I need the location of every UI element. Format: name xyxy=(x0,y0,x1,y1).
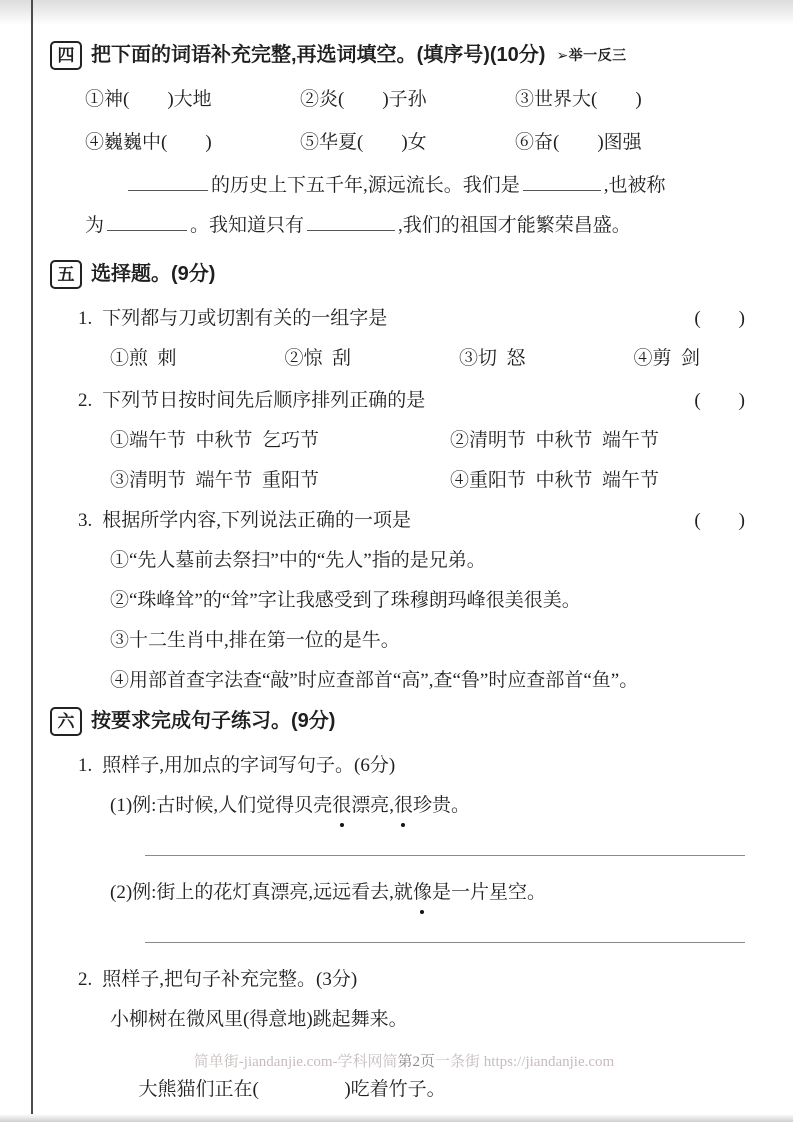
page-footer xyxy=(0,1033,793,1088)
example-2-line xyxy=(110,878,745,908)
task-sentence-post: )吃着竹子。 xyxy=(344,1079,446,1100)
question-1-row xyxy=(78,304,745,334)
fill-blank-4 xyxy=(307,230,395,231)
q3-option-2: ②“珠峰耸”的“耸”字让我感受到了珠穆朗玛峰很美很美。 xyxy=(110,590,581,611)
question-2-row xyxy=(78,386,745,416)
question-2-text: 下列节日按时间先后顺序排列正确的是 xyxy=(102,390,426,411)
word-items-row-2 xyxy=(85,128,745,158)
section-6-title: 按要求完成句子练习。(9分) xyxy=(91,710,336,732)
example-1-line xyxy=(110,791,745,821)
question-1-options xyxy=(110,344,745,374)
scan-top-edge xyxy=(0,0,793,24)
page-number: 第2页 xyxy=(397,1054,436,1070)
question-3-row xyxy=(78,506,745,536)
worksheet-content xyxy=(50,40,745,1122)
section-5-title: 选择题。(9分) xyxy=(91,263,216,285)
q2-option-3: ③清明节 端午节 重阳节 xyxy=(110,470,320,491)
section-4-title-text: 把下面的词语补充完整,再选词填空。 xyxy=(91,44,417,66)
example-1-emphasized-2: 很 xyxy=(394,791,413,821)
example-1-seg-1: (1)例:古时候,人们觉得贝壳 xyxy=(110,795,333,816)
q2-option-2: ②清明节 中秋节 端午节 xyxy=(450,430,660,451)
sentence-exercise-2-row xyxy=(78,965,745,995)
paragraph-seg-2: ,也被称 xyxy=(603,175,666,196)
page-left-border xyxy=(31,0,33,1122)
complete-sentence-example: 小柳树在微风里(得意地)跳起舞来。 xyxy=(110,1009,408,1030)
word-item-5: ⑤华夏( )女 xyxy=(300,132,427,153)
word-item-1: ①神( )大地 xyxy=(85,89,212,110)
question-1-number: 1. xyxy=(78,308,93,329)
question-3-number: 3. xyxy=(78,510,93,531)
scan-bottom-edge xyxy=(0,1114,793,1122)
word-items-row-1 xyxy=(85,85,745,115)
section-5-marker: 五 xyxy=(50,260,82,289)
q1-option-3: ③切 怒 xyxy=(458,348,526,369)
section-6-header xyxy=(50,706,745,736)
q3-option-4: ④用部首查字法查“敲”时应查部首“高”,查“鲁”时应查部首“鱼”。 xyxy=(110,670,639,691)
question-2-answer-bracket: ( ) xyxy=(694,390,745,411)
question-3-answer-bracket: ( ) xyxy=(694,510,745,531)
watermark-right: 一条街 https://jiandanjie.com xyxy=(435,1054,615,1070)
task-sentence-pre: 大熊猫们正在( xyxy=(138,1079,345,1100)
section-4-marker: 四 xyxy=(50,41,82,70)
section-4-header xyxy=(50,40,745,70)
q1-option-1: ①煎 刺 xyxy=(110,348,177,369)
juyifansan-tag: ➢举一反三 xyxy=(556,47,627,63)
fill-paragraph-line-2 xyxy=(85,211,745,241)
answer-line-2 xyxy=(145,908,745,943)
section-4-title-suffix: (填序号)(10分) xyxy=(416,44,546,66)
section-5-header xyxy=(50,259,745,289)
q3-option-3: ③十二生肖中,排在第一位的是牛。 xyxy=(110,630,400,651)
example-2-emphasized-1: 像 xyxy=(413,878,432,908)
watermark-left: 简单街-jiandanjie.com-学科网简 xyxy=(193,1054,398,1070)
question-1-text: 下列都与刀或切割有关的一组字是 xyxy=(102,308,388,329)
example-1-seg-2: 漂亮, xyxy=(351,795,394,816)
q1-option-4: ④剪 剑 xyxy=(633,348,700,369)
paragraph-seg-4: 。我知道只有 xyxy=(190,215,305,236)
word-item-3: ③世界大( ) xyxy=(515,89,642,110)
q1-option-2: ②惊 刮 xyxy=(284,348,351,369)
section-6-marker: 六 xyxy=(50,707,82,736)
fill-blank-1 xyxy=(128,190,208,191)
question-1-answer-bracket: ( ) xyxy=(694,308,745,329)
example-1-seg-3: 珍贵。 xyxy=(412,795,470,816)
question-3-text: 根据所学内容,下列说法正确的一项是 xyxy=(102,510,412,531)
example-2-seg-1: (2)例:街上的花灯真漂亮,远远看去,就 xyxy=(110,882,413,903)
q2-option-4: ④重阳节 中秋节 端午节 xyxy=(450,470,660,491)
question-2-options-row-2 xyxy=(110,466,745,496)
sentence-exercise-1-title: 照样子,用加点的字词写句子。(6分) xyxy=(102,755,396,776)
fill-blank-2 xyxy=(523,190,601,191)
q3-option-1: ①“先人墓前去祭扫”中的“先人”指的是兄弟。 xyxy=(110,550,486,571)
sentence-exercise-2-title: 照样子,把句子补充完整。(3分) xyxy=(102,969,358,990)
question-2-options-row-1 xyxy=(110,426,745,456)
word-item-4: ④巍巍中( ) xyxy=(85,132,212,153)
sentence-exercise-1-row xyxy=(78,751,745,781)
sentence-exercise-1-number: 1. xyxy=(78,755,93,776)
word-item-2: ②炎( )子孙 xyxy=(300,89,427,110)
example-2-seg-2: 是一片星空。 xyxy=(431,882,546,903)
q2-option-1: ①端午节 中秋节 乞巧节 xyxy=(110,430,320,451)
example-1-emphasized-1: 很 xyxy=(332,791,351,821)
word-item-6: ⑥奋( )图强 xyxy=(515,132,642,153)
sentence-exercise-2-number: 2. xyxy=(78,969,93,990)
fill-paragraph-line-1 xyxy=(125,171,745,201)
paragraph-seg-1: 的历史上下五千年,源远流长。我们是 xyxy=(211,175,520,196)
section-4-title xyxy=(91,40,545,70)
fill-blank-3 xyxy=(107,230,187,231)
question-2-number: 2. xyxy=(78,390,93,411)
answer-line-1 xyxy=(145,821,745,856)
paragraph-seg-3: 为 xyxy=(85,215,105,236)
paragraph-seg-5: ,我们的祖国才能繁荣昌盛。 xyxy=(398,215,631,236)
